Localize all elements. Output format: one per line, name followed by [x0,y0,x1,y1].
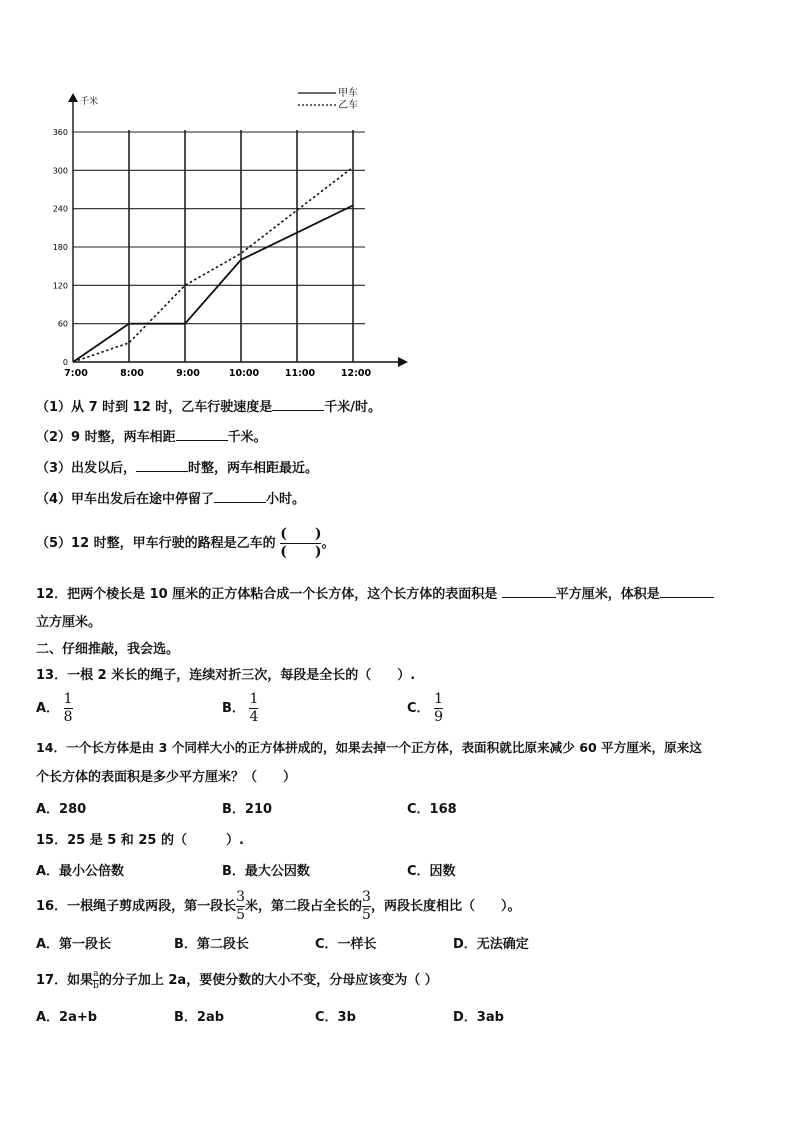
y-tick-label: 0 [62,358,68,367]
q17-option-a[interactable]: A．2a+b [36,1010,98,1025]
q14-line2: 个长方体的表面积是多少平方厘米？（ ） [36,770,297,785]
q14-option-b[interactable]: B．210 [222,802,273,817]
q17-stem: 17．如果 $\frac{a}{b}$ 的分子加上 2a，要使分数的大小不变，分母应该变为（ ） [36,969,438,991]
q11-part5: （5）12 时整，甲车行驶的路程是乙车的 $\frac{( )}{( )}$ 。 [36,526,335,560]
legend-label-jia: 甲车 [338,88,358,99]
x-tick-label: 12:00 [340,368,372,379]
q14-line1: 14．一个长方体是由 3 个同样大小的正方体拼成的，如果去掉一个正方体，表面积就比原来减少 60 平方厘米，原来这 [36,740,702,755]
y-tick-label: 300 [52,166,68,176]
answer-blank[interactable] [136,459,188,472]
q15-option-a[interactable]: A．最小公倍数 [36,864,125,879]
q17-option-c[interactable]: C．3b [315,1010,356,1025]
y-tick-label: 120 [52,281,68,291]
q14-option-c[interactable]: C．168 [407,802,457,817]
y-tick-label: 60 [57,319,68,329]
q15-option-b[interactable]: B．最大公因数 [222,864,310,879]
x-axis-arrow [398,357,408,367]
q16-option-d[interactable]: D．无法确定 [453,937,529,952]
answer-blank[interactable] [502,585,556,598]
y-tick-label: 240 [52,204,68,214]
q15-stem: 15．25 是 5 和 25 的（ ）. [36,833,244,848]
q15-option-c[interactable]: C．因数 [407,864,456,879]
x-tick-label: 9:00 [176,368,200,379]
q16-stem: 16．一根绳子剪成两段，第一段长 $\frac{3}{5}$ 米，第二段占全长的 $\frac{3}{5}$ ，两段长度相比（ ）。 [36,889,521,923]
answer-blank[interactable] [176,428,228,441]
q11-part1: （1）从 7 时到 12 时，乙车行驶速度是 千米/时。 [36,400,382,415]
y-unit-label: 千米 [80,97,99,107]
answer-blank[interactable] [660,585,714,598]
x-tick-label: 11:00 [284,368,316,379]
q11-part3: （3）出发以后， 时整，两车相距最近。 [36,461,319,476]
series-line-0 [73,205,353,362]
x-tick-label: 7:00 [64,368,88,379]
answer-blank[interactable] [272,398,324,411]
distance-time-chart [0,0,794,390]
q17-option-d[interactable]: D．3ab [453,1010,504,1025]
q12-line1: 12．把两个棱长是 10 厘米的正方体粘合成一个长方体，这个长方体的表面积是 平方厘米，体积是 [36,585,714,603]
q14-option-a[interactable]: A．280 [36,802,87,817]
answer-fraction[interactable]: $\frac{( )}{( )}$ [280,526,322,560]
x-tick-label: 8:00 [120,368,144,379]
q13-option-a[interactable]: A． $\frac{1}{8}$ [36,691,73,725]
q17-option-b[interactable]: B．2ab [174,1010,225,1025]
legend-label-yi: 乙车 [338,100,358,111]
q11-part2: （2）9 时整，两车相距 千米。 [36,430,267,445]
q12-line2: 立方厘米。 [36,615,102,630]
x-tick-label: 10:00 [228,368,260,379]
q13-option-c[interactable]: C． $\frac{1}{9}$ [407,691,443,725]
q16-option-b[interactable]: B．第二段长 [174,937,249,952]
section-heading: 二、仔细推敲，我会选。 [36,642,180,657]
chart-legend [298,87,358,111]
q11-part4: （4）甲车出发后在途中停留了 小时。 [36,492,306,507]
q13-option-b[interactable]: B． $\frac{1}{4}$ [222,691,259,725]
y-tick-label: 180 [52,243,68,252]
y-axis-arrow [68,93,78,102]
y-tick-label: 360 [52,128,68,137]
q13-stem: 13．一根 2 米长的绳子，连续对折三次，每段是全长的（ ）. [36,668,416,683]
q16-option-c[interactable]: C．一样长 [315,937,377,952]
answer-blank[interactable] [214,490,266,503]
q16-option-a[interactable]: A．第一段长 [36,937,112,952]
